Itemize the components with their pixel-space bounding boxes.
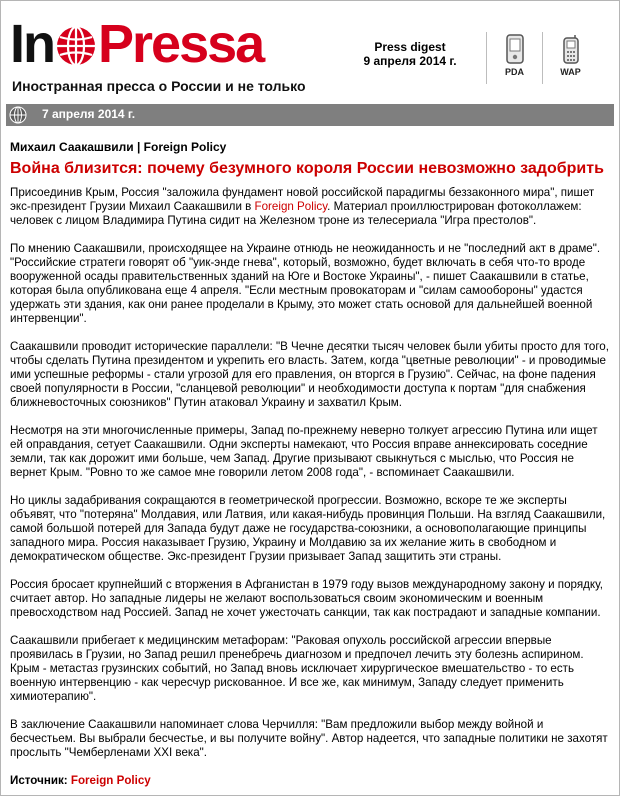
site-header [0,0,620,100]
press-digest [346,40,474,68]
pda-link[interactable] [486,32,542,84]
digest-date: 9 апреля 2014 г. [363,54,457,68]
article-body [10,186,611,802]
site-logo[interactable] [10,12,263,76]
logo-text-left: In [10,14,54,74]
globe-icon [55,25,97,67]
pda-label: PDA [504,67,524,77]
wap-label: WAP [560,67,581,77]
logo-text-right: Pressa [98,14,264,74]
source-label: Источник: [10,774,71,787]
article-paragraph: Присоединив Крым, Россия "заложила фундамент новой российской парадигмы беззаконного мира", пишет экс-президент Грузии Михаил Саакашвили в Foreign Policy. Материал проиллюстрирован фотоколлажем: человек с лицом Владимира Путина сидит на Железном троне из телесериала "Игра престолов". [10,186,595,227]
wap-link[interactable] [542,32,598,84]
device-links [486,32,606,84]
issue-date: 7 апреля 2014 г. [42,107,136,121]
date-bar [6,104,614,126]
source-link[interactable]: Foreign Policy [70,774,151,787]
article-paragraph: Но циклы задабривания сокращаются в геометрической прогрессии. Возможно, вскоре те же эксперты объявят, что "потеряна" Молдавия, или Латвия, или какая-нибудь провинция Польши. На взгляд Саакашвили, самой большой потерей для Запада будут даже не государства-союзники, а основополагающие принципы западного мира. Россия наказывает Грузию, Украину и Молдавию за их желание жить в свободном и демократическом обществе. Экс-президент Грузии призывает Запад защитить эти страны. [10,494,606,563]
pda-device-icon [504,34,526,64]
foreign-policy-link[interactable]: Foreign Policy [254,200,328,213]
globe-icon [9,106,27,124]
article-paragraph: По мнению Саакашвили, происходящее на Украине отнюдь не неожиданность и не "последний акт в драме". "Российские стратеги говорят об "уик-энде гнева", который, возможно, будет включать в себя что-то вроде вооруженной осады правительственных зданий на Юге и Востоке Украины", - пишет Саакашвили в статье, которая была опубликована еще 4 апреля. "Если местным провокаторам и "силам самообороны" удастся удержать эти здания, как они ранее проделали в Крыму, это может стать основой для дальнейшей военной интервенции". [10,242,601,325]
article-headline: Война близится: почему безумного короля России невозможно задобрить [10,160,604,177]
site-tagline: Иностранная пресса о России и не только [12,78,306,94]
digest-title: Press digest [374,40,446,54]
article-paragraph: Несмотря на эти многочисленные примеры, Запад по-прежнему неверно толкует агрессию Путина или ищет ей оправдания, сетует Саакашвили. Одни эксперты намекают, что Россия вправе аннексировать соседние земли, так как дорожит ими больше, чем Запад. Другие призывают свыкнуться с мыслью, что Россия не вернет Крым. "Ровно то же самое мне говорили летом 2008 года", - вспоминает Саакашвили. [10,424,598,479]
article-paragraph: Россия бросает крупнейший с вторжения в Афганистан в 1979 году вызов международному закону и порядку, считает автор. Но западные лидеры не желают воспользоваться своим экономическим и военным превосходством над Россией. Запад не хочет ужесточать санкции, так как пострадают и западные компании. [10,578,603,619]
article-paragraph: Саакашвили прибегает к медицинским метафорам: "Раковая опухоль российской агрессии впервые проявилась в Грузии, но Запад решил пренебречь диагнозом и предпочел лечить эту болезнь аспирином. Крым - метастаз грузинских событий, но Запад вновь исключает хирургическое вмешательство - то есть военную интервенцию - как чересчур рискованное. И все же, как минимум, Западу следует применить химиотерапию". [10,634,584,703]
article-byline: Михаил Саакашвили | Foreign Policy [10,140,227,154]
phone-device-icon [560,34,582,64]
article-paragraph: Саакашвили проводит исторические параллели: "В Чечне десятки тысяч человек были убиты просто для того, чтобы сделать Путина президентом и укрепить его власть. Затем, когда "цветные революции" - и проводимые ими успешные реформы - стали угрозой для его правления, он вторгся в Грузию". Сейчас, на фоне падения своей популярности в России, "сланцевой революции" и необходимости доступа к портам "для снабжения ближневосточных союзников" Путин атаковал Украину и захватил Крым. [10,340,609,409]
article-paragraph: В заключение Саакашвили напоминает слова Черчилля: "Вам предложили выбор между войной и бесчестьем. Вы выбрали бесчестье, и вы получите войну". Автор надеется, что западные политики не захотят прослыть "Чемберленами XXI века". [10,718,608,759]
article-source [10,774,611,788]
